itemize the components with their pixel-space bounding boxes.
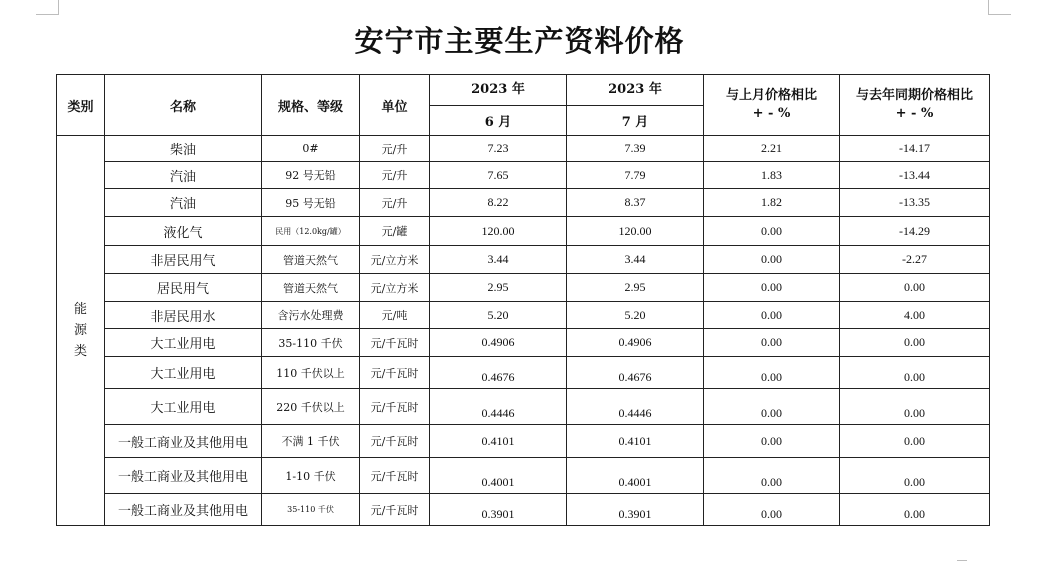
item-spec: 92 号无铅 — [262, 162, 360, 189]
item-name: 液化气 — [105, 217, 262, 246]
change-mom: 0.00 — [704, 458, 840, 494]
item-name: 一般工商业及其他用电 — [105, 458, 262, 494]
item-unit: 元/立方米 — [360, 274, 430, 302]
item-spec: 民用（12.0kg/罐） — [262, 217, 360, 246]
change-yoy: 0.00 — [840, 494, 990, 526]
item-unit: 元/升 — [360, 189, 430, 217]
item-spec: 110 千伏以上 — [262, 357, 360, 389]
item-unit: 元/立方米 — [360, 246, 430, 274]
change-mom: 0.00 — [704, 389, 840, 425]
header-mom: 与上月价格相比 + - % — [704, 75, 840, 136]
change-mom: 1.82 — [704, 189, 840, 217]
item-name: 汽油 — [105, 162, 262, 189]
item-spec: 0# — [262, 136, 360, 162]
table-row — [57, 246, 990, 274]
price-july: 120.00 — [567, 217, 704, 246]
item-spec: 35-110 千伏 — [262, 329, 360, 357]
page-corner-mark — [36, 0, 59, 15]
change-mom: 0.00 — [704, 357, 840, 389]
change-mom: 0.00 — [704, 246, 840, 274]
change-yoy: 0.00 — [840, 274, 990, 302]
change-yoy: 0.00 — [840, 329, 990, 357]
change-mom: 0.00 — [704, 217, 840, 246]
header-category: 类别 — [57, 75, 105, 136]
item-name: 大工业用电 — [105, 329, 262, 357]
price-june: 120.00 — [430, 217, 567, 246]
table-row — [57, 425, 990, 458]
item-name: 一般工商业及其他用电 — [105, 494, 262, 526]
item-unit: 元/千瓦时 — [360, 389, 430, 425]
price-june: 0.4676 — [430, 357, 567, 389]
price-july: 7.79 — [567, 162, 704, 189]
item-spec: 220 千伏以上 — [262, 389, 360, 425]
price-june: 7.65 — [430, 162, 567, 189]
price-june: 3.44 — [430, 246, 567, 274]
table-row — [57, 162, 990, 189]
table-row — [57, 458, 990, 494]
price-june: 0.4446 — [430, 389, 567, 425]
category-char: 类 — [73, 344, 87, 359]
item-name: 汽油 — [105, 189, 262, 217]
item-unit: 元/千瓦时 — [360, 425, 430, 458]
item-spec: 管道天然气 — [262, 246, 360, 274]
header-month-june: 6 月 — [430, 106, 567, 136]
price-june: 7.23 — [430, 136, 567, 162]
change-mom: 2.21 — [704, 136, 840, 162]
header-yoy: 与去年同期价格相比 + - % — [840, 75, 990, 136]
change-yoy: 4.00 — [840, 302, 990, 329]
item-unit: 元/千瓦时 — [360, 329, 430, 357]
page-corner-mark — [988, 0, 1011, 15]
item-name: 非居民用水 — [105, 302, 262, 329]
item-unit: 元/千瓦时 — [360, 357, 430, 389]
table-row — [57, 329, 990, 357]
header-spec: 规格、等级 — [262, 75, 360, 136]
item-unit: 元/升 — [360, 136, 430, 162]
header-year-july: 2023 年 — [567, 75, 704, 106]
header-name: 名称 — [105, 75, 262, 136]
header-year-june: 2023 年 — [430, 75, 567, 106]
document-title: 安宁市主要生产资料价格 — [354, 24, 685, 58]
item-name: 大工业用电 — [105, 389, 262, 425]
item-spec: 1-10 千伏 — [262, 458, 360, 494]
item-spec: 管道天然气 — [262, 274, 360, 302]
item-spec: 不满 1 千伏 — [262, 425, 360, 458]
price-july: 2.95 — [567, 274, 704, 302]
change-yoy: -13.35 — [840, 189, 990, 217]
item-name: 大工业用电 — [105, 357, 262, 389]
item-unit: 元/升 — [360, 162, 430, 189]
table-row — [57, 189, 990, 217]
price-july: 7.39 — [567, 136, 704, 162]
item-spec: 含污水处理费 — [262, 302, 360, 329]
table-row — [57, 389, 990, 425]
table-row — [57, 217, 990, 246]
table-row — [57, 494, 990, 526]
item-unit: 元/千瓦时 — [360, 494, 430, 526]
change-mom: 1.83 — [704, 162, 840, 189]
change-yoy: 0.00 — [840, 389, 990, 425]
price-july: 0.3901 — [567, 494, 704, 526]
item-unit: 元/吨 — [360, 302, 430, 329]
price-june: 0.4001 — [430, 458, 567, 494]
category-cell — [57, 136, 105, 526]
table-row — [57, 274, 990, 302]
price-july: 0.4906 — [567, 329, 704, 357]
change-yoy: -13.44 — [840, 162, 990, 189]
price-june: 8.22 — [430, 189, 567, 217]
price-june: 0.4101 — [430, 425, 567, 458]
item-name: 非居民用气 — [105, 246, 262, 274]
change-mom: 0.00 — [704, 329, 840, 357]
category-char: 源 — [73, 323, 87, 338]
price-june: 0.3901 — [430, 494, 567, 526]
price-july: 0.4446 — [567, 389, 704, 425]
change-yoy: -14.29 — [840, 217, 990, 246]
price-july: 0.4101 — [567, 425, 704, 458]
item-name: 居民用气 — [105, 274, 262, 302]
price-july: 5.20 — [567, 302, 704, 329]
price-july: 8.37 — [567, 189, 704, 217]
change-mom: 0.00 — [704, 274, 840, 302]
change-mom: 0.00 — [704, 302, 840, 329]
price-july: 0.4676 — [567, 357, 704, 389]
item-spec: 95 号无铅 — [262, 189, 360, 217]
table-row — [57, 357, 990, 389]
item-unit: 元/千瓦时 — [360, 458, 430, 494]
change-yoy: -2.27 — [840, 246, 990, 274]
item-spec: 35-110 千伏 — [262, 494, 360, 526]
change-yoy: 0.00 — [840, 425, 990, 458]
page-corner-mark — [957, 560, 967, 565]
header-unit: 单位 — [360, 75, 430, 136]
change-mom: 0.00 — [704, 425, 840, 458]
table-row — [57, 302, 990, 329]
table-row — [57, 136, 990, 162]
price-table — [56, 74, 990, 526]
item-name: 一般工商业及其他用电 — [105, 425, 262, 458]
price-june: 2.95 — [430, 274, 567, 302]
change-yoy: 0.00 — [840, 458, 990, 494]
change-mom: 0.00 — [704, 494, 840, 526]
change-yoy: -14.17 — [840, 136, 990, 162]
header-month-july: 7 月 — [567, 106, 704, 136]
price-june: 5.20 — [430, 302, 567, 329]
price-june: 0.4906 — [430, 329, 567, 357]
price-july: 3.44 — [567, 246, 704, 274]
change-yoy: 0.00 — [840, 357, 990, 389]
item-unit: 元/罐 — [360, 217, 430, 246]
price-july: 0.4001 — [567, 458, 704, 494]
item-name: 柴油 — [105, 136, 262, 162]
category-char: 能 — [73, 302, 87, 317]
